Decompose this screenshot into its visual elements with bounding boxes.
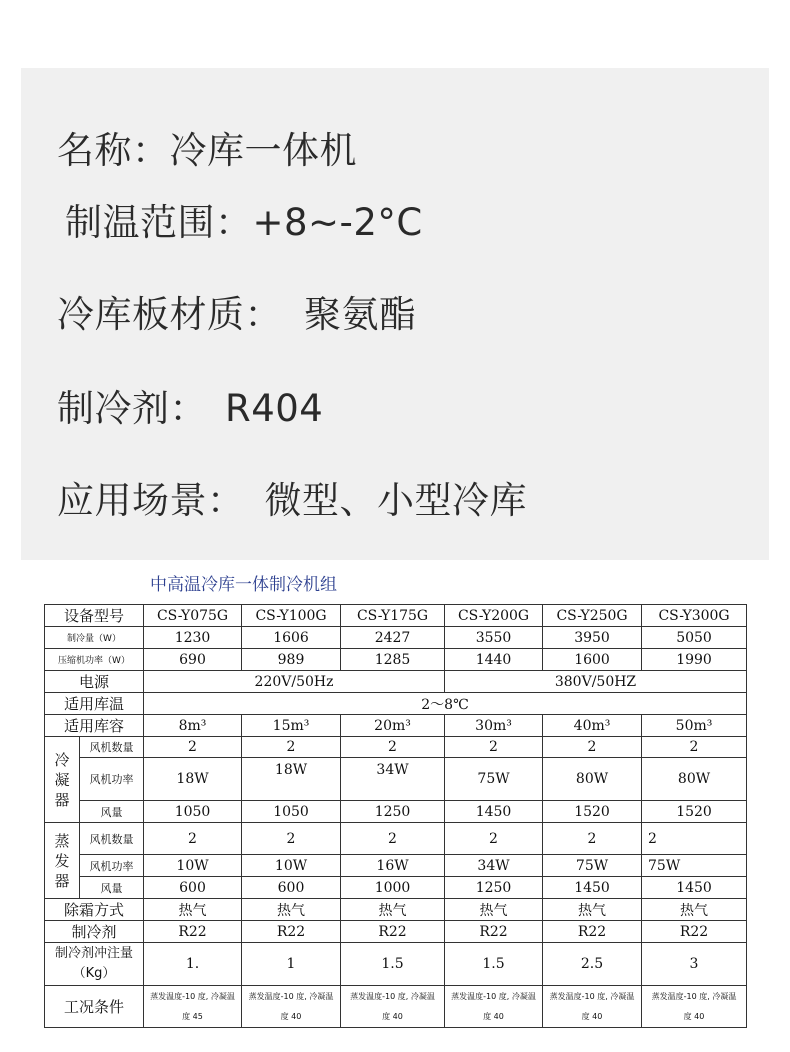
condition-text: 蒸发温度-10 度, 冷凝温度 40 <box>651 991 737 1021</box>
value-cell <box>543 986 642 1028</box>
row-label: 风机数量 <box>80 737 144 758</box>
row-label: 电源 <box>45 671 144 693</box>
value-cell: 2 <box>642 823 747 855</box>
row-charge <box>45 943 747 986</box>
value-cell: 1 <box>242 943 341 986</box>
refrigerant-label: 制冷剂： <box>57 387 207 430</box>
condition-text: 蒸发温度-10 度, 冷凝温度 40 <box>451 991 536 1021</box>
value-cell: 2 <box>642 737 747 758</box>
value-cell: 2 <box>242 737 341 758</box>
row-label: 适用库容 <box>45 715 144 737</box>
row-cond-fan-power <box>45 758 747 801</box>
value-cell: 1606 <box>242 627 341 649</box>
value-cell: 10W <box>144 855 242 877</box>
value-cell: 220V/50Hz <box>144 671 445 693</box>
row-label: 除霜方式 <box>45 899 144 921</box>
row-label: 适用库温 <box>45 693 144 715</box>
value-cell: 2 <box>341 737 445 758</box>
value-cell: 1250 <box>445 877 543 899</box>
row-evap-fan-count <box>45 823 747 855</box>
evaporator-group-label <box>45 823 80 899</box>
value-cell: R22 <box>341 921 445 943</box>
value-cell: 50m³ <box>642 715 747 737</box>
value-cell: 75W <box>642 855 747 877</box>
value-cell: R22 <box>445 921 543 943</box>
refrigerant-info <box>57 378 323 432</box>
value-cell: 30m³ <box>445 715 543 737</box>
row-cond-airflow <box>45 801 747 823</box>
row-label: 风机功率 <box>80 855 144 877</box>
row-label: 风量 <box>80 801 144 823</box>
value-cell: 20m³ <box>341 715 445 737</box>
panel-material <box>57 284 417 338</box>
value-cell: 690 <box>144 649 242 671</box>
value-cell: 380V/50HZ <box>445 671 747 693</box>
value-cell: R22 <box>242 921 341 943</box>
value-cell: 1230 <box>144 627 242 649</box>
value-cell: 2 <box>341 823 445 855</box>
value-cell: 2 <box>144 737 242 758</box>
value-cell: 1990 <box>642 649 747 671</box>
value-cell: 2.5 <box>543 943 642 986</box>
value-cell <box>341 986 445 1028</box>
model-cell: CS-Y075G <box>144 605 242 627</box>
panel-material-label: 冷库板材质： <box>57 293 282 336</box>
value-cell <box>642 986 747 1028</box>
row-volume <box>45 715 747 737</box>
value-cell <box>242 986 341 1028</box>
model-cell: CS-Y300G <box>642 605 747 627</box>
value-cell: 34W <box>341 758 445 801</box>
info-panel <box>21 68 769 560</box>
value-cell: 10W <box>242 855 341 877</box>
row-label: 风机数量 <box>80 823 144 855</box>
row-label: 压缩机功率（W） <box>45 649 144 671</box>
row-evap-fan-power <box>45 855 747 877</box>
spec-table <box>44 604 747 1028</box>
value-cell: 2～8℃ <box>144 693 747 715</box>
row-power <box>45 671 747 693</box>
value-cell: 1285 <box>341 649 445 671</box>
value-cell: 1440 <box>445 649 543 671</box>
application-label: 应用场景： <box>57 479 245 522</box>
value-cell: 3950 <box>543 627 642 649</box>
row-label: 制冷量（W） <box>45 627 144 649</box>
row-model <box>45 605 747 627</box>
value-cell: 3 <box>642 943 747 986</box>
application-value: 微型、小型冷库 <box>264 479 527 522</box>
application-scenario <box>57 470 527 524</box>
value-cell: 2 <box>445 823 543 855</box>
value-cell: 16W <box>341 855 445 877</box>
value-cell: 80W <box>543 758 642 801</box>
row-refrigerant <box>45 921 747 943</box>
row-label: 设备型号 <box>45 605 144 627</box>
value-cell: R22 <box>642 921 747 943</box>
charge-label-text: 制冷剂冲注量（Kg） <box>54 946 133 981</box>
condenser-group-label <box>45 737 80 823</box>
value-cell: 2 <box>543 823 642 855</box>
value-cell <box>144 986 242 1028</box>
row-label: 制冷剂 <box>45 921 144 943</box>
value-cell: R22 <box>543 921 642 943</box>
value-cell: 3550 <box>445 627 543 649</box>
row-label: 工况条件 <box>45 986 144 1028</box>
model-cell: CS-Y100G <box>242 605 341 627</box>
row-label <box>45 943 144 986</box>
value-cell: 2427 <box>341 627 445 649</box>
value-cell: 热气 <box>445 899 543 921</box>
value-cell: 2 <box>144 823 242 855</box>
panel-material-value: 聚氨酯 <box>304 293 417 336</box>
value-cell: 1450 <box>642 877 747 899</box>
refrigerant-value: R404 <box>225 387 324 430</box>
value-cell: 600 <box>242 877 341 899</box>
value-cell: 1. <box>144 943 242 986</box>
value-cell: 热气 <box>341 899 445 921</box>
value-cell: 75W <box>445 758 543 801</box>
value-cell: 15m³ <box>242 715 341 737</box>
value-cell: 1.5 <box>341 943 445 986</box>
value-cell: 34W <box>445 855 543 877</box>
condition-text: 蒸发温度-10 度, 冷凝温度 40 <box>350 991 435 1021</box>
value-cell: 1520 <box>642 801 747 823</box>
value-cell: 989 <box>242 649 341 671</box>
evaporator-label-text: 蒸发器 <box>54 831 70 890</box>
row-cond-fan-count <box>45 737 747 758</box>
value-cell: 1450 <box>543 877 642 899</box>
table-title: 中高温冷库一体制冷机组 <box>150 575 337 595</box>
row-conditions <box>45 986 747 1028</box>
row-temp <box>45 693 747 715</box>
value-cell: 1250 <box>341 801 445 823</box>
product-name: 名称：冷库一体机 <box>57 129 357 172</box>
value-cell: 1520 <box>543 801 642 823</box>
value-cell: 75W <box>543 855 642 877</box>
row-evap-airflow <box>45 877 747 899</box>
model-cell: CS-Y175G <box>341 605 445 627</box>
value-cell: 1000 <box>341 877 445 899</box>
row-label: 风机功率 <box>80 758 144 801</box>
value-cell: 热气 <box>144 899 242 921</box>
value-cell: R22 <box>144 921 242 943</box>
value-cell: 1600 <box>543 649 642 671</box>
temperature-range: 制温范围：+8~-2°C <box>65 201 423 244</box>
value-cell: 40m³ <box>543 715 642 737</box>
value-cell: 1450 <box>445 801 543 823</box>
value-cell: 2 <box>543 737 642 758</box>
condition-text: 蒸发温度-10 度, 冷凝温度 40 <box>248 991 334 1021</box>
value-cell: 18W <box>144 758 242 801</box>
model-cell: CS-Y200G <box>445 605 543 627</box>
value-cell: 2 <box>242 823 341 855</box>
value-cell: 18W <box>242 758 341 801</box>
row-compressor <box>45 649 747 671</box>
value-cell: 热气 <box>242 899 341 921</box>
value-cell: 80W <box>642 758 747 801</box>
value-cell <box>445 986 543 1028</box>
value-cell: 600 <box>144 877 242 899</box>
value-cell: 1050 <box>242 801 341 823</box>
value-cell: 1050 <box>144 801 242 823</box>
row-defrost <box>45 899 747 921</box>
condition-text: 蒸发温度-10 度, 冷凝温度 40 <box>549 991 635 1021</box>
condition-text: 蒸发温度-10 度, 冷凝温度 45 <box>150 991 235 1021</box>
value-cell: 热气 <box>642 899 747 921</box>
condenser-label-text: 冷凝器 <box>54 750 70 809</box>
row-label: 风量 <box>80 877 144 899</box>
value-cell: 5050 <box>642 627 747 649</box>
value-cell: 8m³ <box>144 715 242 737</box>
value-cell: 1.5 <box>445 943 543 986</box>
value-cell: 2 <box>445 737 543 758</box>
model-cell: CS-Y250G <box>543 605 642 627</box>
row-cooling <box>45 627 747 649</box>
value-cell: 热气 <box>543 899 642 921</box>
